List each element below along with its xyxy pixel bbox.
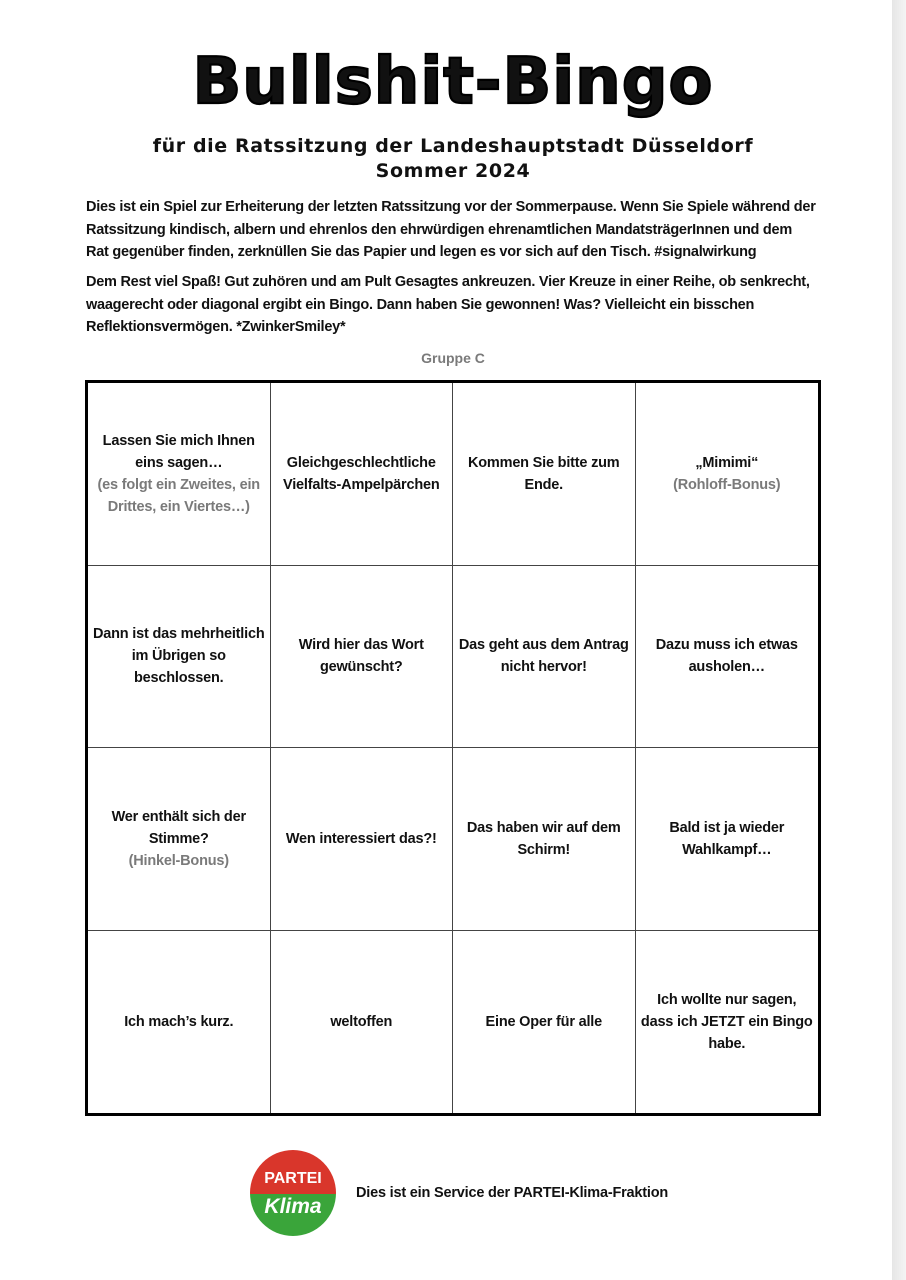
bingo-cell-text: „Mimimi“ — [695, 454, 759, 471]
bingo-cell[interactable] — [271, 748, 454, 931]
bingo-cell-text: Das haben wir auf dem Schirm! — [466, 819, 621, 858]
bingo-cell-text: Ich mach’s kurz. — [124, 1013, 234, 1030]
intro-paragraph: Dies ist ein Spiel zur Erheiterung der letzten Ratssitzung vor der Sommerpause. Wenn Sie Spiele während der Ratssitzung kindisch, albern und ehrenlos den ehrwürdigen ehrenamtlichen MandatsträgerInnen und dem Rat gegenüber finden, zerknüllen Sie das Papier und legen es vor sich auf den Tisch. #signalwirkung — [86, 199, 816, 260]
bingo-cell[interactable] — [636, 931, 819, 1114]
bingo-cell-text: Wer enthält sich der Stimme? — [111, 808, 246, 847]
bingo-cell-text: Das geht aus dem Antrag nicht hervor! — [458, 637, 629, 676]
subtitle-line-1: für die Ratssitzung der Landeshauptstadt Düsseldorf — [152, 135, 754, 157]
bingo-cell-text: Eine Oper für alle — [485, 1013, 602, 1030]
bingo-cell-text: Kommen Sie bitte zum Ende. — [468, 454, 620, 493]
bingo-cell-text: Gleichgeschlechtliche Vielfalts-Ampelpärchen — [283, 454, 440, 493]
bingo-cell[interactable] — [636, 566, 819, 749]
partei-klima-logo — [250, 1150, 336, 1236]
logo-bottom-text: Klima — [250, 1194, 336, 1236]
subtitle-line-2: Sommer 2024 — [375, 160, 531, 182]
bingo-cell-text: weltoffen — [330, 1013, 393, 1030]
page-edge — [892, 0, 906, 1280]
subtitle — [0, 134, 906, 184]
bingo-cell-text: Lassen Sie mich Ihnen eins sagen… — [102, 432, 255, 471]
bingo-cell-text: Wen interessiert das?! — [285, 830, 437, 847]
bingo-cell[interactable] — [271, 931, 454, 1114]
bingo-cell[interactable] — [88, 748, 271, 931]
bingo-cell-note: (es folgt ein Zweites, ein Drittes, ein Viertes…) — [97, 476, 260, 515]
bingo-cell-note: (Rohloff-Bonus) — [673, 476, 781, 493]
bingo-cell-text: Bald ist ja wieder Wahlkampf… — [669, 819, 785, 858]
bingo-cell[interactable] — [453, 931, 636, 1114]
bingo-cell[interactable] — [453, 748, 636, 931]
bingo-cell[interactable] — [636, 383, 819, 566]
bingo-cell[interactable] — [453, 383, 636, 566]
bingo-cell-text: Dazu muss ich etwas ausholen… — [655, 637, 798, 676]
bingo-cell[interactable] — [88, 566, 271, 749]
bingo-cell-text: Dann ist das mehrheitlich im Übrigen so beschlossen. — [93, 626, 265, 687]
bingo-cell-note: (Hinkel-Bonus) — [128, 852, 229, 869]
bingo-grid — [85, 380, 821, 1116]
bingo-cell[interactable] — [271, 566, 454, 749]
group-label: Gruppe C — [421, 350, 485, 366]
rules-paragraph: Dem Rest viel Spaß! Gut zuhören und am Pult Gesagtes ankreuzen. Vier Kreuze in einer Reihe, ob senkrecht, waagerecht oder diagonal ergibt ein Bingo. Dann haben Sie gewonnen! Was? Vielleicht ein bisschen Reflektionsvermögen. *ZwinkerSmiley* — [86, 274, 810, 335]
bingo-cell[interactable] — [453, 566, 636, 749]
logo-top-text: PARTEI — [250, 1150, 336, 1194]
bingo-cell[interactable] — [88, 383, 271, 566]
page-title: Bullshit-Bingo — [192, 45, 714, 119]
bingo-cell[interactable] — [636, 748, 819, 931]
bingo-cell-text: Ich wollte nur sagen, dass ich JETZT ein Bingo habe. — [640, 991, 813, 1052]
footer-text: Dies ist ein Service der PARTEI-Klima-Fraktion — [356, 1185, 669, 1201]
bingo-cell-text: Wird hier das Wort gewünscht? — [298, 637, 424, 676]
bingo-cell[interactable] — [271, 383, 454, 566]
bingo-cell[interactable] — [88, 931, 271, 1114]
